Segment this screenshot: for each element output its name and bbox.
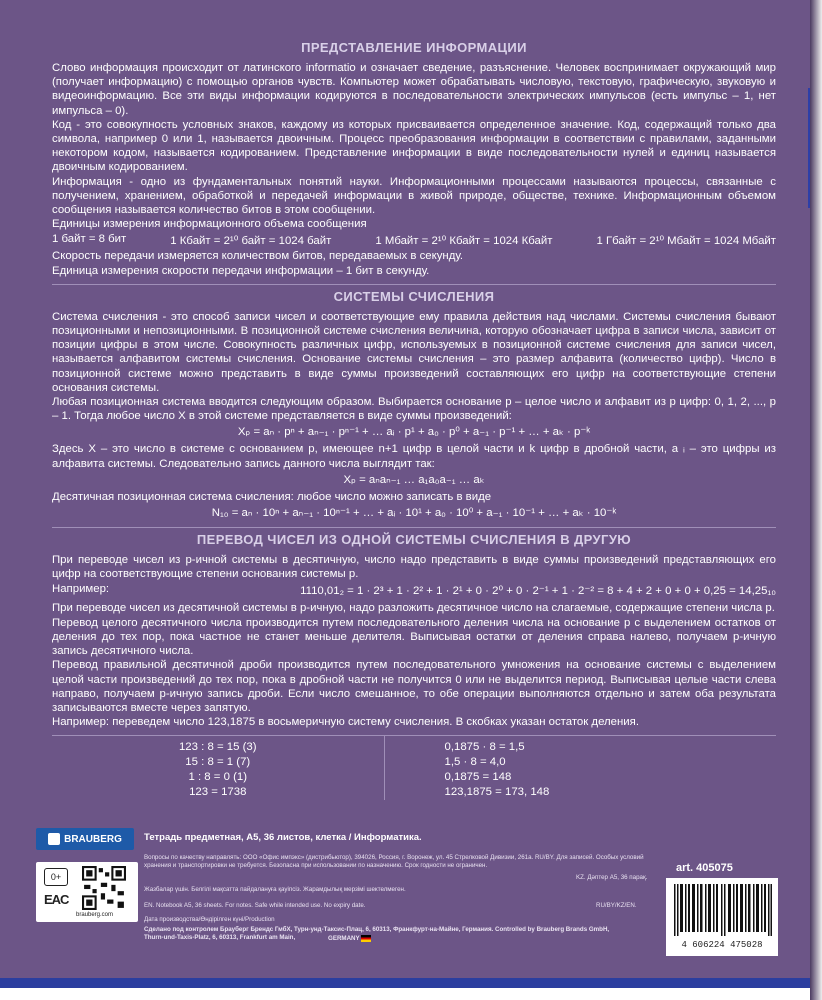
production-date: Дата производства/Өндірілген күні/Production [144,916,275,923]
germany-flag-icon [361,935,371,942]
paragraph: Например: переведем число 123,1875 в восьмеричную систему счисления. В скобках указан остаток деления. [52,716,639,729]
calc-line: 0,1875 = 148 [444,771,512,784]
website: brauberg.com [76,912,114,918]
article-number: art. 405075 [676,862,733,874]
paragraph: Код - это совокупность условных знаков, каждому из которых присваивается определенное значение. Код, содержащий только два символа, например 0 или 1, называется двоичным. Процесс преобразования информации в соответствии с правилами, заданными некотором кодом, называется кодированием. Представление информации в виде последовательности нулей и единиц называется двоичным кодированием. [52,118,776,174]
made-under-control: Сделано под контролем Брауберг Брендс ГмбХ, Турн-унд-Таксис-Плац, 6, 60313, Франкфурт-на-Майне, Германия. Controlled by Brauberg Brands GmbH, [144,926,610,933]
cover-edge-shadow [810,0,822,1000]
units-row [52,233,776,247]
fraction-part-column [385,736,777,800]
brand-mark-icon [48,833,60,845]
kz-info: KZ. Дәптер А5, 36 парақ. [576,874,648,881]
paragraph: Система счисления - это способ записи чисел и соответствующие ему правила действия над числами. Системы счисления бывают позиционными и непозиционными. В позиционной системе счисления величина, которую обозначает цифра в записи числа, зависит от позиции цифры в этом числе. Совокупность различных цифр, используемых в позиционной системе счисления для записи чисел, называется алфавитом системы счисления. Основание системы счисления – это размер алфавита (количество цифр). Число в позиционной системе можно представить в виде суммы произведений составляющих его цифр на соответствующие степени основания системы. [52,310,776,394]
formula-decimal: N₁₀ = aₙ · 10ⁿ + aₙ₋₁ · 10ⁿ⁻¹ + … + aᵢ · 10¹ + a₀ · 10⁰ + a₋₁ · 10⁻¹ + … + aₖ · 10⁻ᵏ [211,507,617,520]
section-divider [52,284,776,285]
paragraph: Единица измерения скорости передачи информации – 1 бит в секунду. [52,264,430,277]
paragraph: Скорость передачи измеряется количеством битов, передаваемых в секунду. [52,250,464,263]
example-formula: 1110,01₂ = 1 · 2³ + 1 · 2² + 1 · 2¹ + 0 · 2⁰ + 0 · 2⁻¹ + 1 · 2⁻² = 8 + 4 + 2 + 0 + 0 + 0,25 = 14,25₁₀ [300,585,776,598]
section-number-systems [52,289,776,521]
section-information [52,40,776,278]
paragraph: Перевод целого десятичного числа производится путем последовательного деления числа на основание р с выделением остатков от деления до тех пор, пока частное не станет меньше делителя. Выписывая остатки от деления справа налево, получаем р-ичную запись десятичного числа. [52,616,776,658]
paragraph: Перевод правильной десятичной дроби производится путем последовательного умножения на основание системы с выделением целой части произведений до тех пор, пока в дробной части не получится 0 или не выделится период. Выписывая целые части слева направо, получаем р-ичную запись дроби. Если число смешанное, то обе операции выполняются отдельно и затем оба результата записываются вместе через запятую. [52,659,776,714]
paragraph: Здесь X – это число в системе с основанием р, имеющее n+1 цифр в целой части и k цифр в дробной части, a ᵢ – это цифры из алфавита системы. Следовательно запись данного числа выглядит так: [52,443,776,470]
brand-logo [36,828,134,850]
calc-line: 123 = 1738 [189,786,247,799]
quality-info: Вопросы по качеству направлять: ООО «Офис импэкс» (дистрибьютор), 394026, Россия, г. Воронеж, ул. 45 Стрелковой Дивизии, 261а. RU/BY. Для записей. Особых условий хранения и транспортировки не требуется. Безопасна при использовании по назначению. Срок годности не ограничен. [144,854,644,869]
brand-name: BRAUBERG [64,833,122,845]
paragraph: Любая позиционная система вводится следующим образом. Выбирается основание р – целое число и алфавит из р цифр: 0, 1, 2, ..., р – 1. Тогда любое число X в этой системе представляется в виде суммы произведений: [52,396,776,423]
paragraph: Слово информация происходит от латинского informatio и означает сведение, разъяснение. Человек воспринимает окружающий мир (получает информацию) с помощью органов чувств. Компьютер может обрабатывать числовую, текстовую, графическую, звуковую и видеоинформацию. Все эти виды информации кодируются в последовательности электрических импульсов (есть импульс – 1, нет импульса – 0). [52,62,776,117]
section-divider [52,527,776,528]
section-heading: ПРЕДСТАВЛЕНИЕ ИНФОРМАЦИИ [301,40,527,55]
paragraph: При переводе чисел из десятичной системы в р-ичную, надо разложить десятичное число на слагаемые, содержащие степени числа р. [52,602,775,615]
eac-mark: EAC [44,892,69,907]
section-conversion [52,532,776,800]
barcode-number: 4 606224 475028 [681,940,763,950]
calc-line: 1,5 · 8 = 4,0 [444,756,506,769]
conversion-example [52,735,776,800]
countries: RU/BY/KZ/EN. [596,902,637,909]
paragraph: При переводе чисел из р-ичной системы в десятичную, число надо представить в виде суммы произведений представляющих его цифр на соответствующие степени основания системы р. [52,554,776,581]
imprint-footer [36,828,780,968]
section-heading: ПЕРЕВОД ЧИСЕЛ ИЗ ОДНОЙ СИСТЕМЫ СЧИСЛЕНИЯ В ДРУГУЮ [196,532,632,548]
paragraph: Единицы измерения информационного объема сообщения [52,218,367,231]
kz-info-long: Жазбалар үшін. Белгілі мақсатта пайдалануға қауіпсіз. Жарамдылық мерзімі шектелмеген. [144,886,406,893]
calc-line: 0,1875 · 8 = 1,5 [444,741,525,754]
made-country [328,935,371,943]
made-address: Thurn-und-Taxis-Platz, 6, 60313, Frankfurt am Main, [144,934,296,941]
formula-digits: Xₚ = aₙaₙ₋₁ … a₁a₀a₋₁ … aₖ [343,473,485,486]
paragraph: Информация - одно из фундаментальных понятий науки. Информационными процессами называются процессы, связанные с получением, хранением, обработкой и передачей информации в живой природе, обществе, технике. Информационным объемом сообщения называется количество битов в этом сообщении. [52,175,776,217]
bottom-edge [0,978,810,988]
en-info: EN. Notebook A5, 36 sheets. For notes. Safe while intended use. No expiry date. [144,902,366,909]
unit-gbyte: 1 Гбайт = 2¹⁰ Мбайт = 1024 Мбайт [596,235,776,248]
example-row [52,583,776,597]
country-name: GERMANY [328,935,360,943]
unit-kbyte: 1 Кбайт = 2¹⁰ байт = 1024 байт [170,235,332,248]
integer-part-column [52,736,385,800]
marks-box [36,862,138,922]
section-heading: СИСТЕМЫ СЧИСЛЕНИЯ [333,288,495,304]
unit-mbyte: 1 Мбайт = 2¹⁰ Кбайт = 1024 Кбайт [375,235,553,248]
paragraph: Десятичная позиционная система счисления: любое число можно записать в виде [52,490,492,503]
product-title: Тетрадь предметная, А5, 36 листов, клетка / Информатика. [144,832,422,843]
barcode-icon [674,884,772,936]
calc-line: 123,1875 = 173, 148 [444,786,550,799]
unit-byte: 1 байт = 8 бит [52,233,127,246]
example-label: Например: [52,583,110,596]
age-rating: 0+ [44,868,68,886]
formula-sum: Xₚ = aₙ · pⁿ + aₙ₋₁ · pⁿ⁻¹ + … aᵢ · p¹ + a₀ · p⁰ + a₋₁ · p⁻¹ + … + aₖ · p⁻ᵏ [237,426,591,439]
calc-line: 1 : 8 = 0 (1) [188,771,248,784]
calc-line: 123 : 8 = 15 (3) [178,741,257,754]
qr-code-icon [80,866,128,910]
barcode [666,878,778,956]
calc-line: 15 : 8 = 1 (7) [185,756,251,769]
